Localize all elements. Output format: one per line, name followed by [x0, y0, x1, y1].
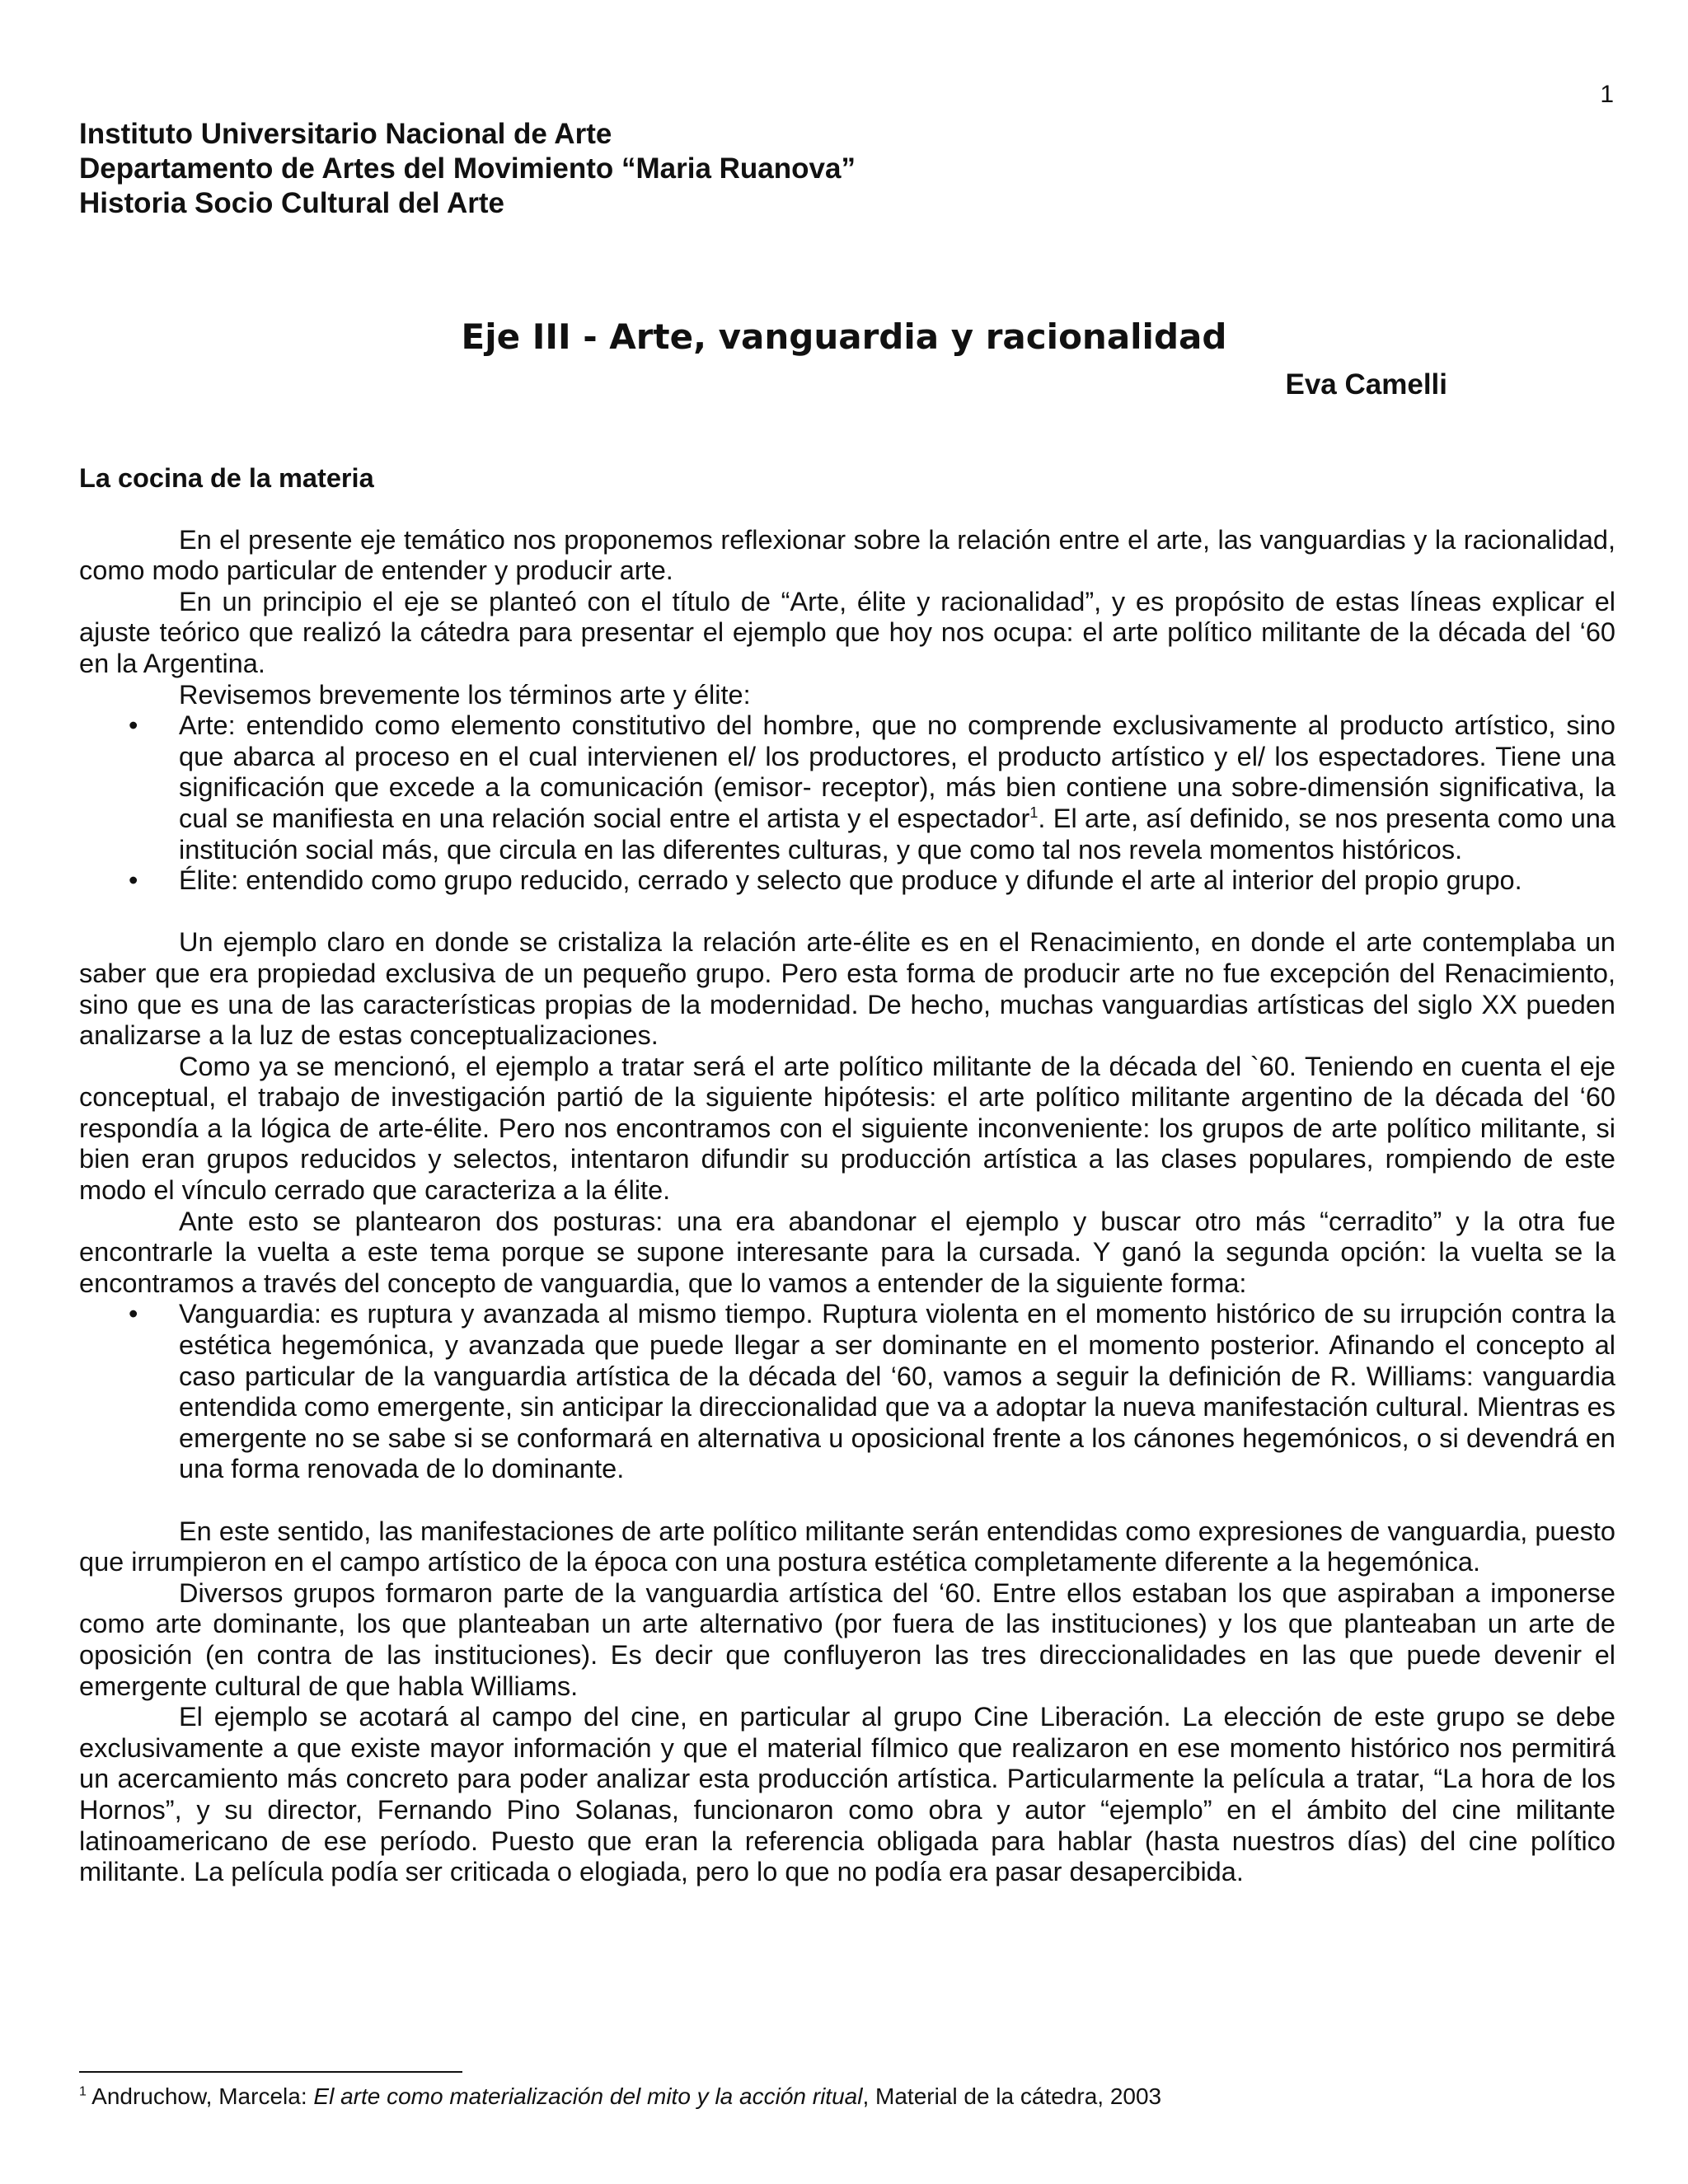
paragraph-grupos: Diversos grupos formaron parte de la vanguardia artística del ‘60. Entre ellos estaban los que aspiraban a imponerse como arte dominante, los que planteaban un arte alternativo (por fuera de las instituciones) y los que planteaban un arte de oposición (en contra de las instituciones). Es decir que confluyeron las tres direccionalidades en las que puede devenir el emergente cultural de que habla Williams.: [79, 1577, 1615, 1701]
vanguardia-definition-text: Vanguardia: es ruptura y avanzada al mismo tiempo. Ruptura violenta en el momento histórico de su irrupción contra la estética hegemónica, y avanzada que puede llegar a ser dominante en el momento posterior. Afinando el concepto al caso particular de la vanguardia artística de la década del ‘60, vamos a seguir la definición de R. Williams: vanguardia entendida como emergente, sin anticipar la direccionalidad que va a adoptar la nueva manifestación cultural. Mientras es emergente no se sabe si se conformará en alternativa u oposicional frente a los cánones hegemónicos, o si devendrá en una forma renovada de lo dominante.: [179, 1299, 1615, 1484]
institution-name: Instituto Universitario Nacional de Arte: [79, 118, 612, 150]
bullet-icon: •: [129, 1299, 138, 1329]
definitions-list: [79, 710, 1615, 897]
paragraph-renacimiento: Un ejemplo claro en donde se cristaliza la relación arte-élite es en el Renacimiento, en donde el arte contemplaba un saber que era propiedad exclusiva de un pequeño grupo. Pero esta forma de producir arte no fue excepción del Renacimiento, sino que es una de las características propias de la modernidad. De hecho, muchas vanguardias artísticas del siglo XX pueden analizarse a la luz de estas conceptualizaciones.: [79, 927, 1615, 1051]
document-body: [79, 463, 1615, 1888]
paragraph-intro: En el presente eje temático nos proponemos reflexionar sobre la relación entre el arte, las vanguardias y la racionalidad, como modo particular de entender y producir arte.: [79, 524, 1615, 586]
paragraph-cine: El ejemplo se acotará al campo del cine, en particular al grupo Cine Liberación. La elección de este grupo se debe exclusivamente a que existe mayor información y que el material fílmico que realizaron en ese momento histórico nos permitirá un acercamiento más concreto para poder analizar esta producción artística. Particularmente la película a tratar, “La hora de los Hornos”, y su director, Fernando Pino Solanas, funcionaron como obra y autor “ejemplo” en el ámbito del cine militante latinoamericano de ese período. Puesto que eran la referencia obligada para hablar (hasta nuestros días) del cine político militante. La película podía ser criticada o elogiada, pero lo que no podía era pasar desapercibida.: [79, 1702, 1615, 1887]
list-item-elite: [129, 865, 1615, 897]
document-title: Eje III - Arte, vanguardia y racionalidad: [461, 316, 1227, 357]
arte-definition-text: Arte: entendido como elemento constitutivo del hombre, que no comprende exclusivamente al producto artístico, sino que abarca al proceso en el cual intervienen el/ los productores, el producto artístico y el/ los espectadores. Tiene una significación que excede a la comunicación (emisor- receptor), más bien contiene una sobre-dimensión significativa, la cual se manifiesta en una relación social entre el artista y el espectador: [179, 710, 1615, 833]
footnote-number: 1: [79, 2084, 87, 2099]
paragraph-spacer: [79, 1485, 1615, 1516]
paragraph-sentido: En este sentido, las manifestaciones de arte político militante serán entendidas como expresiones de vanguardia, puesto que irrumpieron en el campo artístico de la época con una postura estética completamente diferente a la hegemónica.: [79, 1516, 1615, 1577]
institution-header: [79, 117, 856, 221]
list-item-arte: [129, 710, 1615, 865]
footnote: [79, 2083, 1161, 2111]
footnote-rest: , Material de la cátedra, 2003: [862, 2083, 1162, 2109]
list-item-vanguardia: [129, 1299, 1615, 1485]
vanguardia-list: [79, 1299, 1615, 1485]
elite-definition-text: Élite: entendido como grupo reducido, cerrado y selecto que produce y difunde el arte al interior del propio grupo.: [179, 865, 1522, 896]
footnote-divider: [79, 2071, 462, 2073]
bullet-icon: •: [129, 710, 138, 741]
footnote-work-title: El arte como materialización del mito y la acción ritual: [313, 2083, 863, 2109]
course-name: Historia Socio Cultural del Arte: [79, 187, 505, 219]
page-number: 1: [1600, 81, 1614, 108]
paragraph-spacer: [79, 897, 1615, 928]
paragraph-hipotesis: Como ya se mencionó, el ejemplo a tratar será el arte político militante de la década del `60. Teniendo en cuenta el eje conceptual, el trabajo de investigación partió de la siguiente hipótesis: el arte político militante argentino de la década del ‘60 respondía a la lógica de arte-élite. Pero nos encontramos con el siguiente inconveniente: los grupos de arte político militante, si bien eran grupos reducidos y selectos, intentaron difundir su producción artística a las clases populares, rompiendo de este modo el vínculo cerrado que caracteriza a la élite.: [79, 1051, 1615, 1206]
author-name: Eva Camelli: [1285, 368, 1447, 401]
section-heading: La cocina de la materia: [79, 463, 374, 493]
paragraph-terms: Revisemos brevemente los términos arte y élite:: [179, 679, 751, 710]
paragraph-posturas: Ante esto se plantearon dos posturas: una era abandonar el ejemplo y buscar otro más “cerradito” y la otra fue encontrarle la vuelta a este tema porque se supone interesante para la cursada. Y ganó la segunda opción: la vuelta se la encontramos a través del concepto de vanguardia, que lo vamos a entender de la siguiente forma:: [79, 1206, 1615, 1298]
paragraph-origin: En un principio el eje se planteó con el título de “Arte, élite y racionalidad”, y es propósito de estas líneas explicar el ajuste teórico que realizó la cátedra para presentar el ejemplo que hoy nos ocupa: el arte político militante de la década del ‘60 en la Argentina.: [79, 586, 1615, 678]
arte-definition-text-cont: . El arte, así definido, se nos presenta como una institución social más, que circula en las diferentes culturas, y que como tal nos revela momentos históricos.: [179, 803, 1615, 865]
footnote-author: Andruchow, Marcela:: [86, 2083, 314, 2109]
department-name: Departamento de Artes del Movimiento “Maria Ruanova”: [79, 152, 856, 185]
footnote-reference[interactable]: 1: [1029, 804, 1039, 822]
bullet-icon: •: [129, 865, 138, 896]
